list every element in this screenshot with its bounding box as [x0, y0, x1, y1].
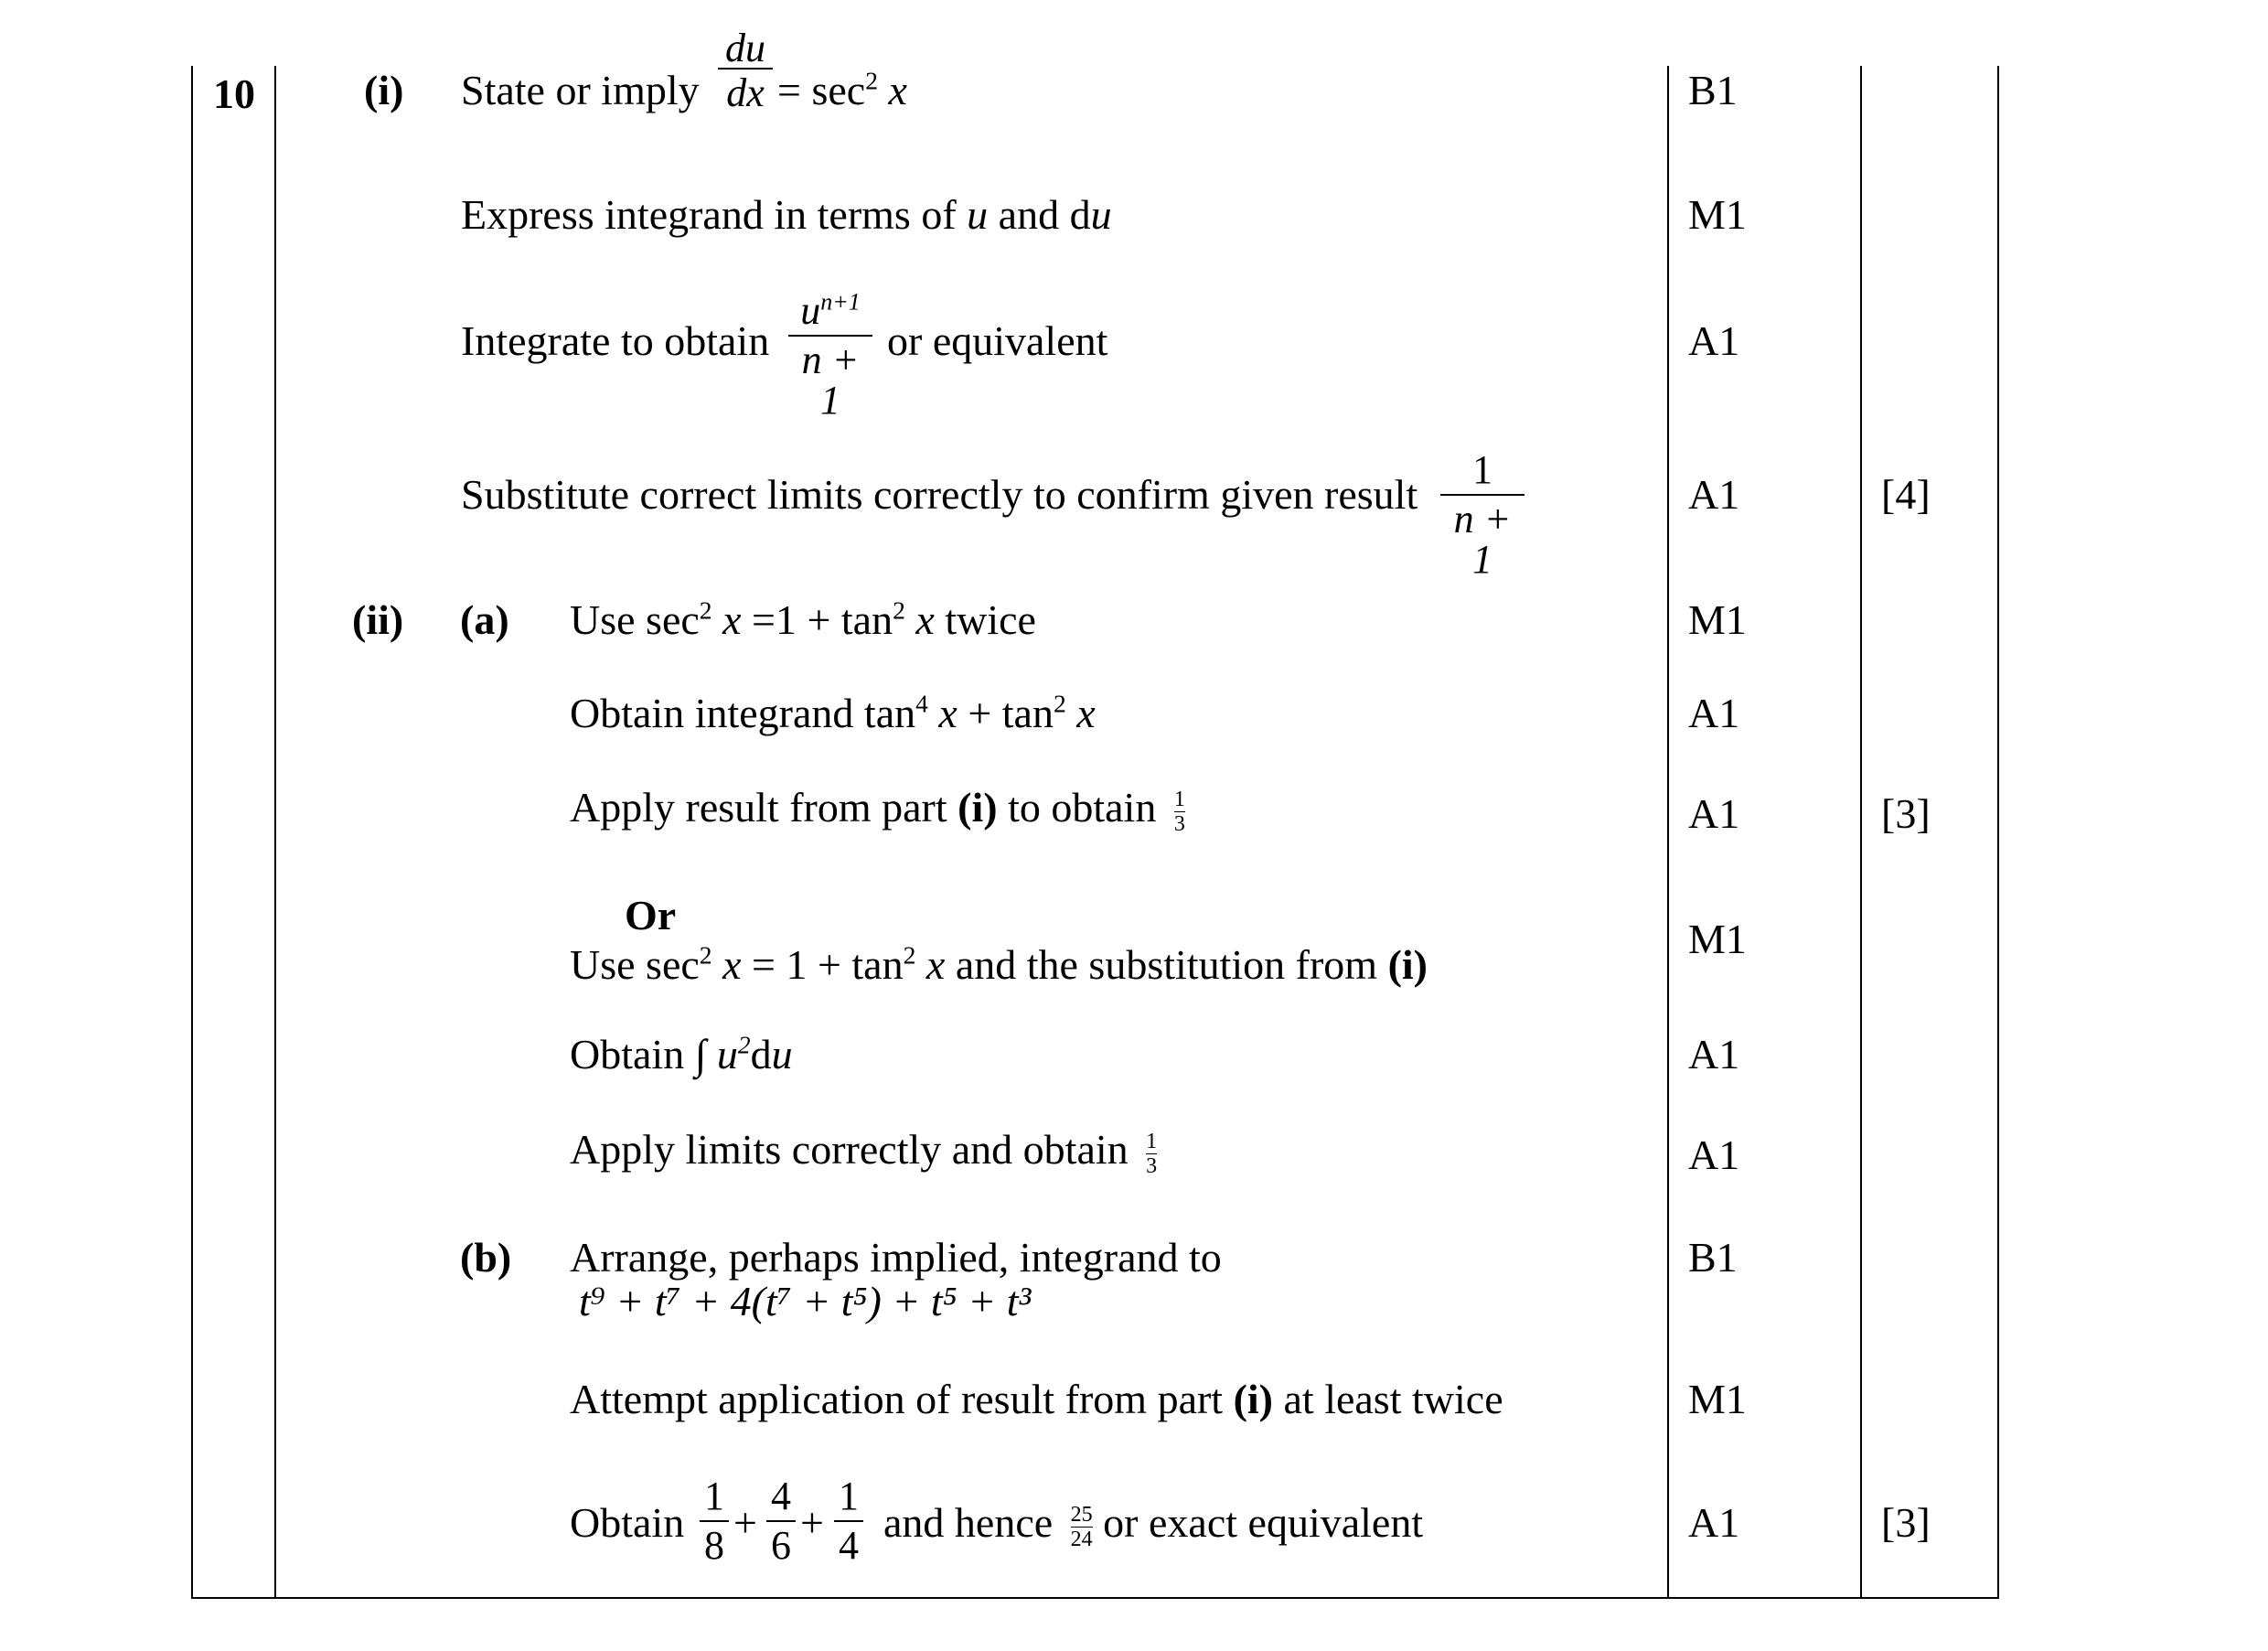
- table-bottom-border: [191, 1597, 1997, 1599]
- row-13-fraction-1-denominator: 8: [704, 1523, 724, 1568]
- row-2-mid: and d: [988, 191, 1091, 238]
- row-1-text: [461, 67, 700, 113]
- row-9-exponent: 2: [737, 1030, 751, 1059]
- row-4-fraction-denominator: n + 1: [1453, 497, 1512, 582]
- sub-b-label: (b): [460, 1234, 512, 1281]
- row-6-exp1: 4: [915, 689, 928, 718]
- row-11-mark: B1: [1688, 1234, 1738, 1281]
- row-13-small-fraction-denominator: 24: [1070, 1527, 1093, 1551]
- row-4-text: Substitute correct limits correctly to confirm given result: [461, 471, 1418, 518]
- row-13-suffix: [883, 1499, 1424, 1551]
- row-7-text: [570, 784, 1185, 836]
- row-1-prefix: State or imply: [461, 67, 700, 113]
- row-6-x2: x: [1065, 690, 1096, 736]
- row-13-small-fraction: [1071, 1504, 1093, 1550]
- question-number: 10: [213, 70, 255, 117]
- row-13-mark: A1: [1688, 1499, 1740, 1546]
- part-i-label: (i): [364, 67, 404, 113]
- row-13-fraction-1-bar: [700, 1520, 729, 1522]
- row-13-fraction-1-numerator: 1: [704, 1474, 724, 1518]
- row-12-prefix: Attempt application of result from part: [570, 1376, 1234, 1422]
- row-6-exp2: 2: [1053, 689, 1066, 718]
- row-7-suffix: to obtain: [997, 784, 1157, 831]
- row-10-text: [570, 1126, 1158, 1178]
- sub-a-label: (a): [460, 596, 509, 643]
- row-5-x2: x: [904, 596, 935, 643]
- row-13-post: or exact equivalent: [1103, 1499, 1424, 1546]
- row-5-prefix: Use sec: [570, 596, 700, 643]
- row-6-x1: x: [927, 690, 957, 736]
- row-1-equals-sec: [777, 66, 907, 113]
- part-i-total: [4]: [1881, 471, 1931, 518]
- row-8-exp2: 2: [903, 940, 916, 970]
- row-11-line-1: Arrange, perhaps implied, integrand to: [570, 1234, 1222, 1281]
- row-3-mark: A1: [1688, 317, 1740, 364]
- row-2-mark: M1: [1688, 191, 1747, 238]
- table-divider-marks: [1667, 66, 1669, 1599]
- row-12-mark: M1: [1688, 1376, 1747, 1422]
- row-13-fraction-3-denominator: 4: [839, 1523, 859, 1568]
- row-13-prefix: Obtain: [570, 1499, 685, 1546]
- part-ii-b-total: [3]: [1881, 1499, 1931, 1546]
- row-3-fraction: [788, 288, 872, 423]
- row-5-mark: M1: [1688, 596, 1747, 643]
- row-13-plus-1: +: [733, 1499, 757, 1546]
- row-13-fraction-1: [700, 1476, 729, 1566]
- row-4-fraction-bar: [1440, 494, 1524, 496]
- row-7-prefix: Apply result from part: [570, 784, 958, 831]
- row-3-fraction-bar: [788, 335, 872, 337]
- row-13-small-fraction-numerator: 25: [1070, 1502, 1093, 1527]
- row-5-mid: =1 + tan: [741, 596, 893, 643]
- row-1-exponent: 2: [865, 66, 878, 95]
- row-5-exp2: 2: [893, 595, 905, 625]
- row-9-d: d: [750, 1031, 772, 1077]
- table-border-left: [191, 66, 193, 1599]
- row-8-x1: x: [711, 941, 742, 988]
- row-6-text: [570, 689, 1096, 736]
- row-8-exp1: 2: [699, 940, 712, 970]
- table-divider-question: [274, 66, 276, 1599]
- part-ii-a-total: [3]: [1881, 790, 1931, 837]
- row-5-suffix: twice: [934, 596, 1036, 643]
- row-1-variable: x: [888, 67, 907, 113]
- row-1-fraction: [718, 26, 773, 115]
- row-7-fraction: [1174, 788, 1185, 835]
- row-10-fraction-numerator: 1: [1146, 1129, 1158, 1153]
- row-7-part-ref: (i): [957, 784, 998, 831]
- row-3-exponent: n+1: [820, 288, 861, 316]
- row-7-fraction-numerator: 1: [1173, 787, 1185, 811]
- row-9-u: u: [716, 1031, 738, 1077]
- row-13-mid: and hence: [883, 1499, 1054, 1546]
- row-2-du: u: [1090, 191, 1112, 238]
- row-8-suffix: and the substitution from: [945, 941, 1388, 988]
- row-8-mark: M1: [1688, 916, 1747, 962]
- row-3-text: [461, 317, 770, 364]
- row-13-fraction-2-bar: [766, 1520, 796, 1522]
- alternative-or-label: Or: [625, 892, 677, 938]
- row-13-fraction-3-bar: [834, 1520, 863, 1522]
- row-13-plus-2: +: [800, 1499, 824, 1546]
- row-6-mid: + tan: [957, 690, 1054, 736]
- row-13-fraction-3: [834, 1476, 863, 1566]
- row-10-mark: A1: [1688, 1131, 1740, 1178]
- row-2-u: u: [967, 191, 989, 238]
- row-7-fraction-denominator: 3: [1173, 811, 1185, 836]
- row-13-fraction-3-numerator: 1: [839, 1474, 859, 1518]
- row-1-fraction-denominator: dx: [726, 70, 765, 115]
- row-3-u: u: [800, 288, 821, 333]
- row-12-text: [570, 1378, 1503, 1421]
- row-1-mark: B1: [1688, 67, 1738, 113]
- row-3-fraction-denominator: n + 1: [801, 338, 860, 423]
- row-7-mark: A1: [1688, 790, 1740, 837]
- row-9-text: [570, 1030, 793, 1077]
- row-12-suffix: at least twice: [1273, 1376, 1503, 1422]
- row-10-fraction-denominator: 3: [1146, 1153, 1158, 1178]
- table-border-right: [1997, 66, 1999, 1599]
- row-10-fraction: [1146, 1131, 1157, 1177]
- row-9-prefix: Obtain ∫: [570, 1031, 717, 1077]
- row-5-exp1: 2: [699, 595, 712, 625]
- row-11-line-2: t⁹ + t⁷ + 4(t⁷ + t⁵) + t⁵ + t³: [579, 1278, 1032, 1324]
- row-5-text: [570, 595, 1036, 643]
- row-1-fraction-numerator: du: [725, 26, 765, 70]
- row-8-part-ref: (i): [1387, 941, 1428, 988]
- row-4-fraction-numerator: 1: [1472, 447, 1492, 492]
- row-12-part-ref: (i): [1233, 1376, 1273, 1422]
- row-4-fraction: [1440, 447, 1524, 582]
- row-2-text: [461, 191, 1112, 238]
- row-3-fraction-numerator: [788, 288, 872, 333]
- row-13-fraction-2-numerator: 4: [771, 1474, 791, 1518]
- row-13-fraction-2-denominator: 6: [771, 1523, 791, 1568]
- row-1-sec-text: = sec: [777, 67, 866, 113]
- row-6-mark: A1: [1688, 690, 1740, 736]
- part-ii-label: (ii): [352, 596, 404, 643]
- row-8-text: [570, 940, 1428, 988]
- row-6-prefix: Obtain integrand tan: [570, 690, 916, 736]
- row-5-x1: x: [711, 596, 742, 643]
- row-9-u2: u: [771, 1031, 793, 1077]
- row-8-mid: = 1 + tan: [741, 941, 904, 988]
- table-divider-totals: [1860, 66, 1862, 1599]
- row-8-x2: x: [915, 941, 946, 988]
- row-8-prefix: Use sec: [570, 941, 700, 988]
- row-13-fraction-2: [766, 1476, 796, 1566]
- row-3-prefix: Integrate to obtain: [461, 317, 770, 364]
- row-2-prefix: Express integrand in terms of: [461, 191, 968, 238]
- row-4-mark: A1: [1688, 471, 1740, 518]
- row-10-prefix: Apply limits correctly and obtain: [570, 1126, 1129, 1173]
- row-9-mark: A1: [1688, 1031, 1740, 1077]
- row-3-suffix: or equivalent: [887, 317, 1108, 364]
